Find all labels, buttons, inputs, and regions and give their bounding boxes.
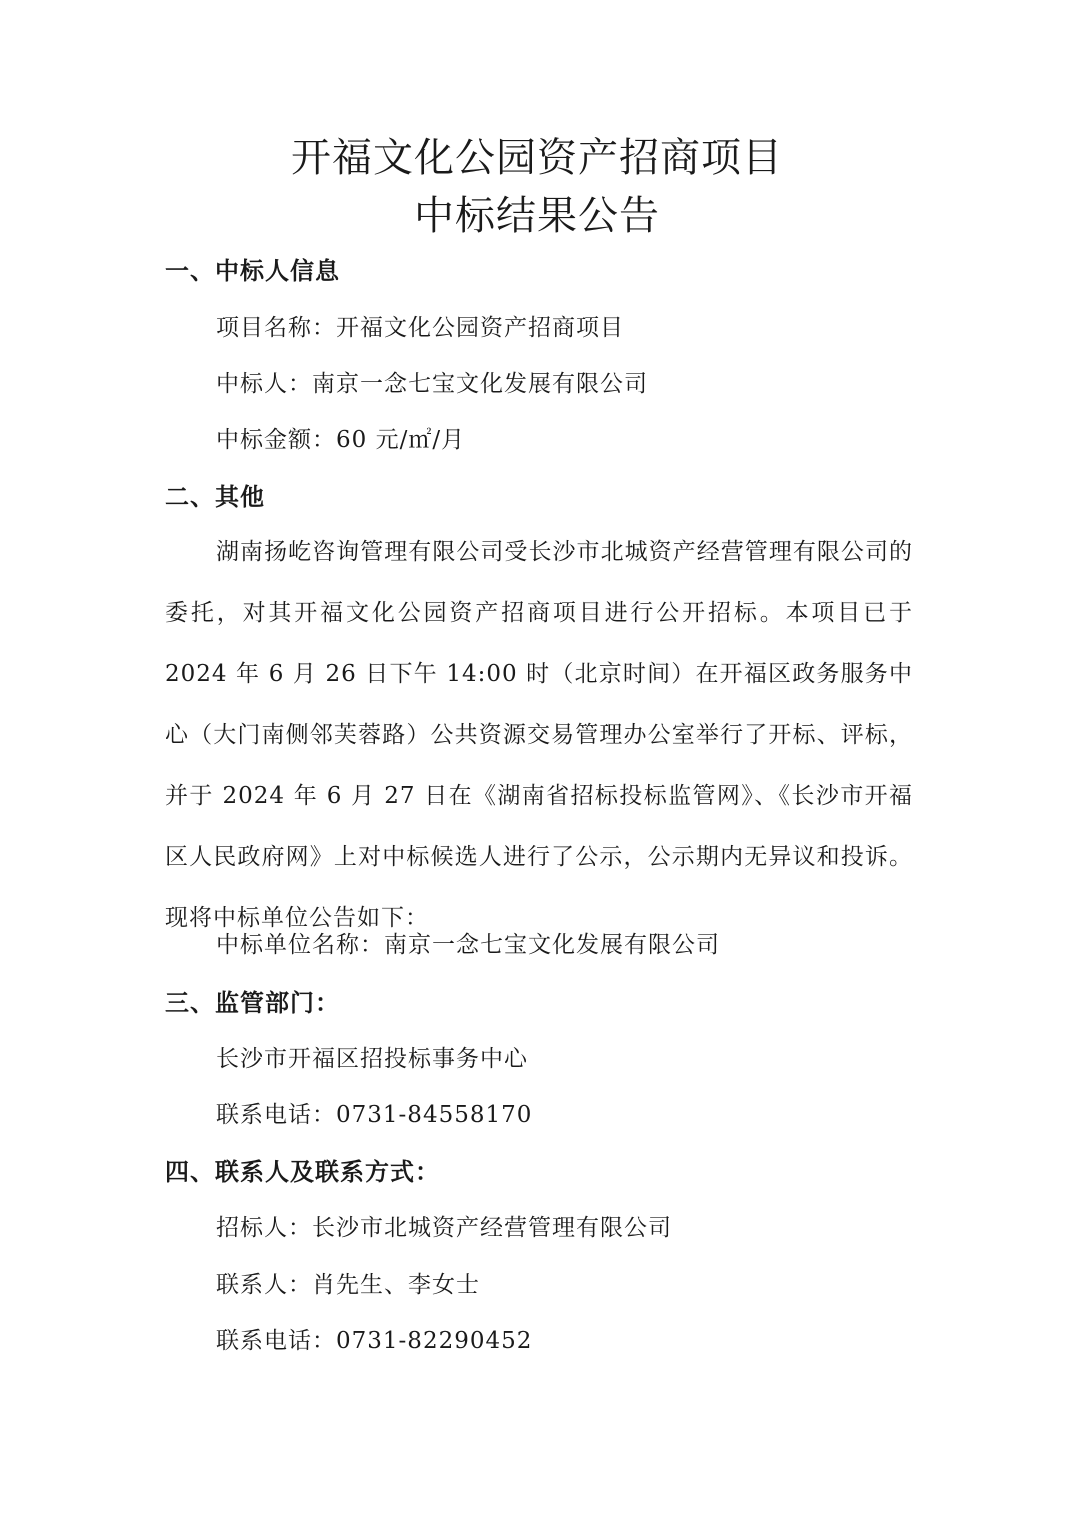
- tenderer-line: 招标人：长沙市北城资产经营管理有限公司: [216, 1215, 672, 1241]
- announcement-paragraph: 湖南扬屹咨询管理有限公司受长沙市北城资产经营管理有限公司的委托，对其开福文化公园资产招商项目进行公开招标。本项目已于 2024 年 6 月 26 日下午 14:00 时（北京时间）在开福区政务服务中心（大门南侧邻芙蓉路）公共资源交易管理办公室举行了开标、评标，并于 2024 年 6 月 27 日在《湖南省招标投标监管网》、《长沙市开福区人民政府网》上对中标候选人进行了公示，公示期内无异议和投诉。现将中标单位公告如下：: [165, 539, 913, 931]
- section2-heading: 二、其他: [165, 483, 265, 511]
- contact-phone-line: 联系电话：0731-82290452: [216, 1328, 533, 1354]
- supervision-dept-line: 长沙市开福区招投标事务中心: [216, 1046, 528, 1072]
- document-title-line1: 开福文化公园资产招商项目: [291, 135, 783, 181]
- project-name-line: 项目名称：开福文化公园资产招商项目: [216, 315, 624, 341]
- contact-person-line: 联系人：肖先生、李女士: [216, 1272, 480, 1298]
- section4-heading: 四、联系人及联系方式：: [165, 1158, 440, 1186]
- winner-unit-line: 中标单位名称：南京一念七宝文化发展有限公司: [216, 932, 720, 958]
- supervision-phone-line: 联系电话：0731-84558170: [216, 1102, 533, 1128]
- document-title-line2: 中标结果公告: [414, 193, 660, 239]
- section1-heading: 一、中标人信息: [165, 257, 340, 285]
- winner-line: 中标人：南京一念七宝文化发展有限公司: [216, 371, 648, 397]
- bid-amount-line: 中标金额：60 元/㎡/月: [216, 427, 466, 453]
- section3-heading: 三、监管部门：: [165, 989, 340, 1017]
